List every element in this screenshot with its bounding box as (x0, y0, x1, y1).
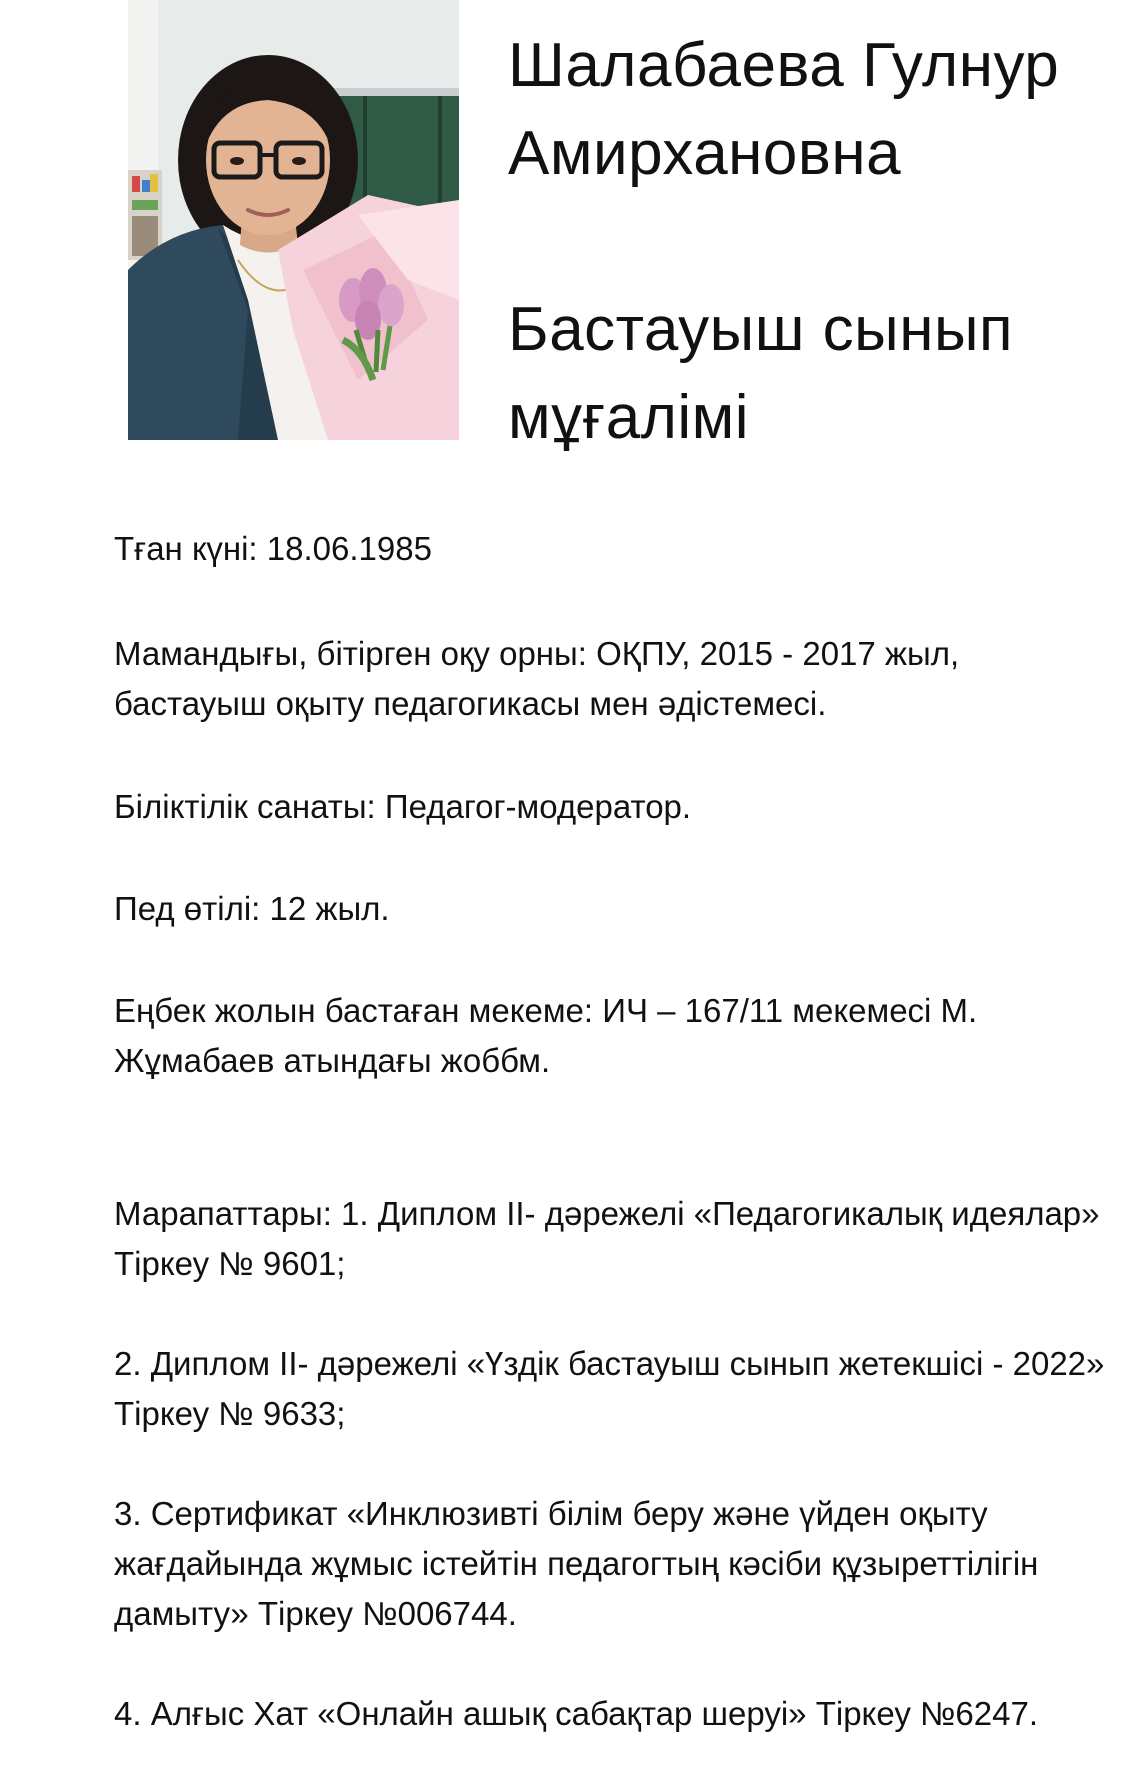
award-item: 2. Диплом ІІ- дәрежелі «Үздік бастауыш сынып жетекшісі - 2022» Тіркеу № 9633; (114, 1345, 1105, 1432)
teacher-name: Шалабаева Гулнур Амирхановна (508, 31, 1060, 188)
first-workplace: Еңбек жолын бастаған мекеме: ИЧ – 167/11 мекемесі М. Жұмабаев атындағы жоббм. (114, 992, 978, 1079)
award-item: Марапаттары: 1. Диплом ІІ- дәрежелі «Педагогикалық идеялар» Тіркеу № 9601; (114, 1195, 1100, 1282)
qualification-category: Біліктілік санаты: Педагог-модератор. (114, 788, 692, 825)
teacher-photo (128, 0, 459, 440)
award-item: 4. Алғыс Хат «Онлайн ашық сабақтар шеруі» Тіркеу №6247. (114, 1695, 1038, 1732)
teacher-position: Бастауыш сынып мұғалімі (508, 295, 1014, 452)
award-item: 3. Сертификат «Инклюзивті білім беру және үйден оқыту жағдайында жұмыс істейтін педагогтың кәсіби құзыреттілігін дамыту» Тіркеу №006744. (114, 1495, 1039, 1632)
birth-date: Тған күні: 18.06.1985 (114, 530, 432, 567)
awards-list (114, 1139, 1114, 1789)
teaching-experience: Пед өтілі: 12 жыл. (114, 890, 390, 927)
education-info: Мамандығы, бітірген оқу орны: ОҚПУ, 2015 - 2017 жыл, бастауыш оқыту педагогикасы мен әдістемесі. (114, 635, 960, 722)
